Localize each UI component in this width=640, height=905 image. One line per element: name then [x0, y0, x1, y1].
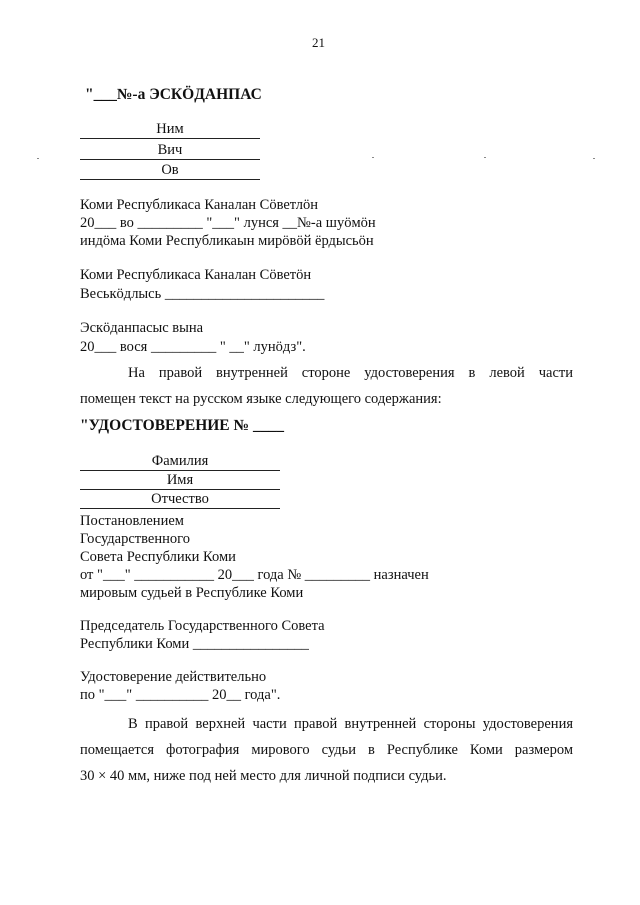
komi-decree-line: 20___ во _________ "___" лунся __№-а шуӧмӧн	[80, 215, 376, 231]
russian-decree-line: от "___" ___________ 20___ года № _________ назначен	[80, 567, 429, 583]
paragraph-line: В правой верхней части правой внутренней стороны удостоверения	[128, 716, 573, 732]
scan-speck	[37, 158, 39, 159]
komi-chairman-line: Веськӧдлысь ______________________	[80, 286, 325, 302]
russian-decree-line: Государственного	[80, 531, 190, 547]
komi-validity-line: 20___ вося _________ " __" лунӧдз".	[80, 339, 306, 355]
russian-decree-line: Постановлением	[80, 513, 184, 529]
paragraph-photo-placement	[80, 711, 573, 789]
scan-speck	[484, 157, 486, 158]
russian-firstname-field: Имя	[80, 471, 280, 490]
russian-chairman-line: Председатель Государственного Совета	[80, 618, 325, 634]
scan-speck	[372, 157, 374, 158]
paragraph-line: помещается фотография мирового судьи в Республике Коми размером	[80, 742, 573, 758]
russian-decree-line: мировым судьей в Республике Коми	[80, 585, 304, 601]
komi-chairman-line: Коми Республикаса Каналан Сӧветӧн	[80, 267, 312, 283]
page-number: 21	[312, 35, 325, 50]
komi-certificate-title: "___№-а ЭСКӦДАНПАС	[85, 86, 262, 103]
paragraph-line: 30 × 40 мм, ниже под ней место для личной подписи судьи.	[80, 768, 447, 784]
russian-validity-line: по "___" __________ 20__ года".	[80, 687, 281, 703]
russian-surname-field: Фамилия	[80, 452, 280, 471]
russian-chairman-line: Республики Коми ________________	[80, 636, 309, 652]
scan-speck	[593, 158, 595, 159]
russian-certificate-title: "УДОСТОВЕРЕНИЕ № ____	[80, 417, 284, 434]
komi-surname-field: Ов	[80, 161, 260, 180]
paragraph-line: На правой внутренней стороне удостоверения в левой части	[128, 365, 573, 381]
paragraph-line: помещен текст на русском языке следующего содержания:	[80, 391, 442, 407]
komi-patronymic-field: Вич	[80, 141, 260, 160]
komi-validity-line: Эскӧданпасыс вына	[80, 320, 204, 336]
russian-decree-line: Совета Республики Коми	[80, 549, 236, 565]
russian-validity-line: Удостоверение действительно	[80, 669, 267, 685]
komi-name-field: Ним	[80, 120, 260, 139]
russian-patronymic-field: Отчество	[80, 490, 280, 509]
paragraph-russian-text-intro	[80, 360, 573, 412]
komi-decree-line: индӧма Коми Республикаын мирӧвӧй ёрдысьӧн	[80, 233, 374, 249]
komi-decree-line: Коми Республикаса Каналан Сӧветлӧн	[80, 197, 318, 213]
